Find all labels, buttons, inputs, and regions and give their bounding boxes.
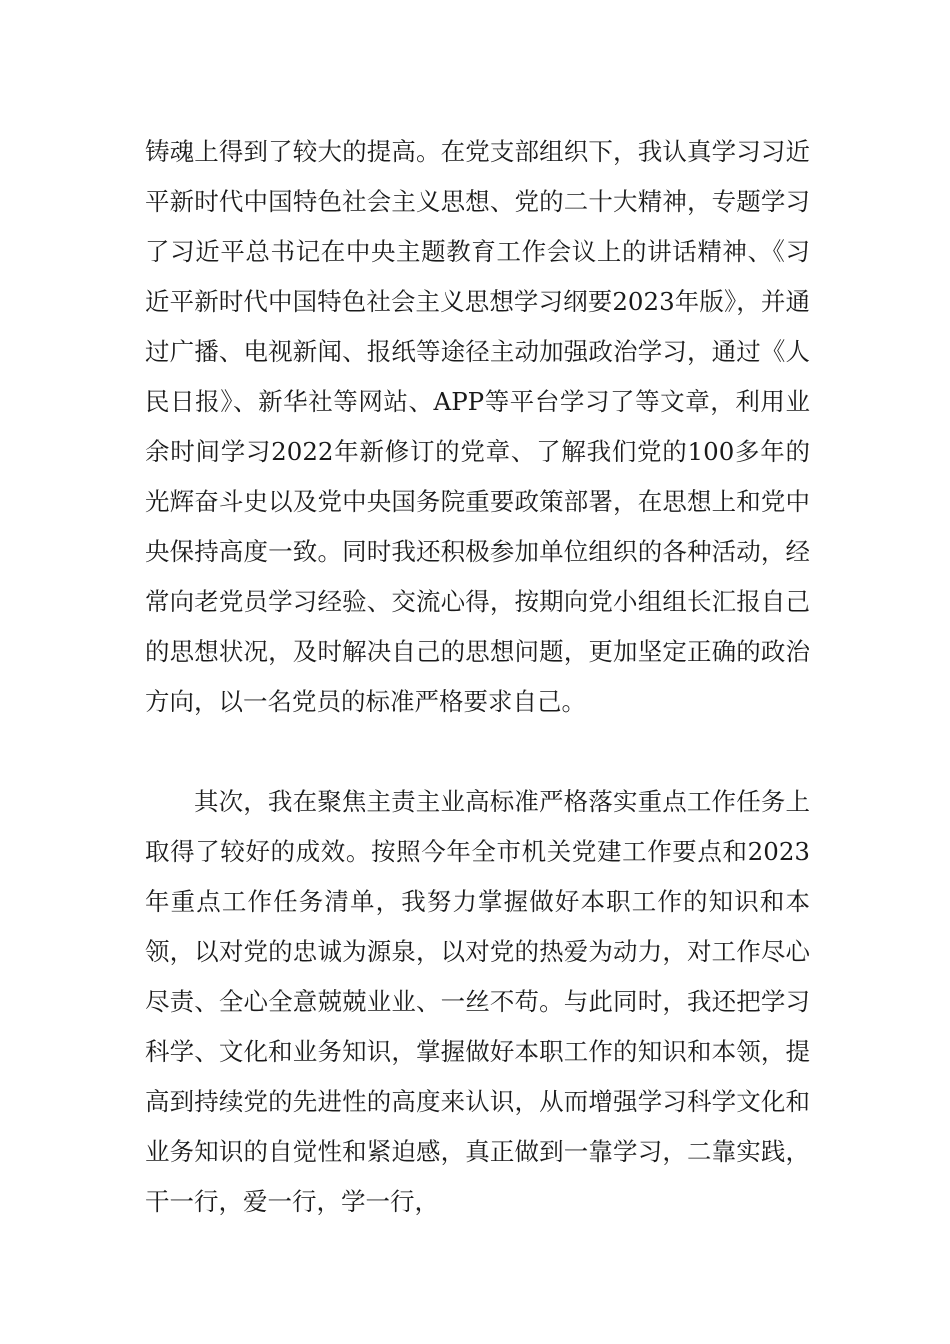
- body-paragraph-2: [145, 777, 810, 1227]
- body-paragraph-1: [145, 127, 810, 727]
- paragraph-text: 铸魂上得到了较大的提高。在党支部组织下，我认真学习习近平新时代中国特色社会主义思想、党的二十大精神，专题学习了习近平总书记在中央主题教育工作会议上的讲话精神、《习近平新时代中国特色社会主义思想学习纲要2023年版》，并通过广播、电视新闻、报纸等途径主动加强政治学习，通过《人民日报》、新华社等网站、APP等平台学习了等文章，利用业余时间学习2022年新修订的党章、了解我们党的100多年的光辉奋斗史以及党中央国务院重要政策部署，在思想上和党中央保持高度一致。同时我还积极参加单位组织的各种活动，经常向老党员学习经验、交流心得，按期向党小组组长汇报自己的思想状况，及时解决自己的思想问题，更加坚定正确的政治方向，以一名党员的标准严格要求自己。: [145, 137, 810, 716]
- paragraph-text: 其次，我在聚焦主责主业高标准严格落实重点工作任务上取得了较好的成效。按照今年全市机关党建工作要点和2023年重点工作任务清单，我努力掌握做好本职工作的知识和本领，以对党的忠诚为源泉，以对党的热爱为动力，对工作尽心尽责、全心全意兢兢业业、一丝不苟。与此同时，我还把学习科学、文化和业务知识，掌握做好本职工作的知识和本领，提高到持续党的先进性的高度来认识，从而增强学习科学文化和业务知识的自觉性和紧迫感，真正做到一靠学习，二靠实践，干一行，爱一行，学一行，: [145, 787, 810, 1216]
